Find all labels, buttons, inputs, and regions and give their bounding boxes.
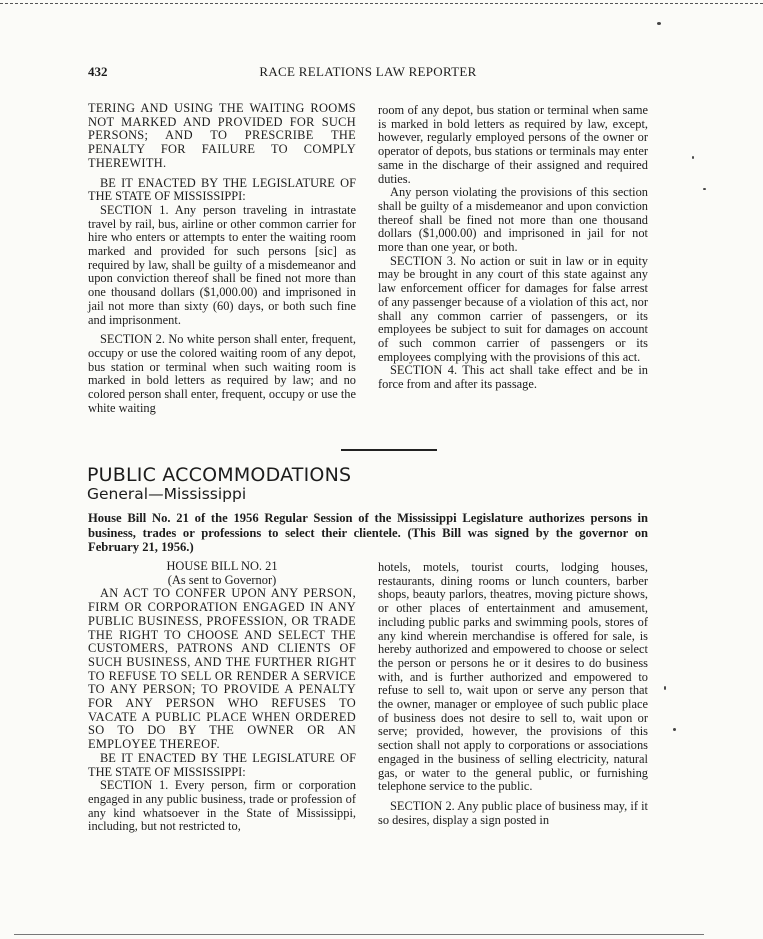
section-title: PUBLIC ACCOMMODATIONS [87,464,352,486]
bill-heading: HOUSE BILL NO. 21 [166,559,278,573]
scan-speck [703,188,706,190]
scan-speck [664,686,666,690]
section-3-text: SECTION 3. No action or suit in law or in equity may be brought in any court of this state against any law enforcement officer for damages for false arrest of any passenger because of a violation of this act, nor shall any common carrier of passengers, or its employees be subject to suit for damages on account of such common carrier of passengers or its employees complying with the provisions of this act. [378,253,648,364]
section-subtitle: General—Mississippi [87,485,247,503]
act-title-continuation: TERING AND USING THE WAITING ROOMS NOT MARKED AND PROVIDED FOR SUCH PERSONS; AND TO PRESCRIBE THE PENALTY FOR FAILURE TO COMPLY THEREWITH. [88,101,356,170]
section-2-continuation: room of any depot, bus station or terminal when same is marked in bold letters as required by law, except, however, regularly employed persons of the owner or operator of depots, bus stations or terminals may enter same in the discharge of their assigned and required duties. [378,103,648,186]
scan-top-edge-rule [0,3,763,4]
bill-section-1-continuation: hotels, motels, tourist courts, lodging houses, restaurants, dining rooms or lunch counters, barber shops, beauty parlors, theatres, moving picture shows, or other places of entertainment and amusement, including public parks and swimming pools, stores of any kind wherein merchandise is offered for sale, is hereby authorized and empowered to choose or select the person or persons he or it desires to do business with, and is further authorized and empowered to refuse to sell to, wait upon or serve any person that the owner, manager or employee of such public place of business does not desire to sell to, wait upon or serve; provided, however, the provisions of this section shall not apply to corporations or associations engaged in the business of selling electricity, natural gas, or water to the general public, or furnishing telephone service to the public. [378,560,648,794]
section-1-text: SECTION 1. Any person traveling in intrastate travel by rail, bus, airline or other common carrier for hire who enters or attempts to enter the waiting room marked and provided for such persons [sic] as required by law, shall be guilty of a misdemeanor and upon conviction thereof shall be fined not more than one thousand dollars ($1,000.00) and imprisoned in jail not more than sixty (60) days, or both such fine and imprisonment. [88,202,356,327]
enacting-clause: BE IT ENACTED BY THE LEGISLATURE OF THE STATE OF MISSISSIPPI: [88,175,356,204]
page-number: 432 [88,64,108,79]
bill-summary: House Bill No. 21 of the 1956 Regular Session of the Mississippi Legislature authorizes persons in business, trades or professions to select their clientele. (This Bill was signed by the governor on February 21, 1956.) [88,511,648,554]
section-2-penalty: Any person violating the provisions of this section shall be guilty of a misdemeanor and upon conviction thereof shall be fined not more than one thousand dollars ($1,000.00) and imprisoned in jail for not more than one year, or both. [378,185,648,255]
scan-speck [657,22,661,25]
section-divider [341,449,437,451]
bill-section-1-start: SECTION 1. Every person, firm or corporation engaged in any public business, trade or profession of any kind whatsoever in the State of Mississippi, including, but not restricted to, [88,778,356,834]
bill-enacting-clause: BE IT ENACTED BY THE LEGISLATURE OF THE STATE OF MISSISSIPPI: [88,750,356,779]
top-right-column [378,104,648,392]
scan-bottom-edge-rule [14,934,704,935]
page-header [88,64,648,82]
section-2-text: SECTION 2. No white person shall enter, frequent, occupy or use the colored waiting room of any depot, bus station or terminal when such waiting room is marked in bold letters as required by law; and no colored person shall enter, frequent, occupy or use the white waiting [88,332,356,415]
section-4-text: SECTION 4. This act shall take effect and be in force from and after its passage. [378,363,648,392]
scan-speck [692,156,694,159]
bill-right-column [378,561,648,827]
running-head: RACE RELATIONS LAW REPORTER [259,64,477,79]
bill-left-column [88,560,356,834]
bill-title: AN ACT TO CONFER UPON ANY PERSON, FIRM OR CORPORATION ENGAGED IN ANY PUBLIC BUSINESS, PROFESSION, OR TRADE THE RIGHT TO CHOOSE AND SELECT THE CUSTOMERS, PATRONS AND CLIENTS OF SUCH BUSINESS, AND THE FURTHER RIGHT TO REFUSE TO SELL OR RENDER A SERVICE TO ANY PERSON; TO PROVIDE A PENALTY FOR ANY PERSON WHO REFUSES TO VACATE A PUBLIC PLACE WHEN ORDERED SO TO DO BY THE OWNER OR AN EMPLOYEE THEREOF. [88,586,356,752]
bill-subheading: (As sent to Governor) [167,572,277,587]
top-left-column [88,102,356,415]
scan-speck [673,728,676,731]
bill-section-2-start: SECTION 2. Any public place of business may, if it so desires, display a sign posted in [378,798,648,827]
